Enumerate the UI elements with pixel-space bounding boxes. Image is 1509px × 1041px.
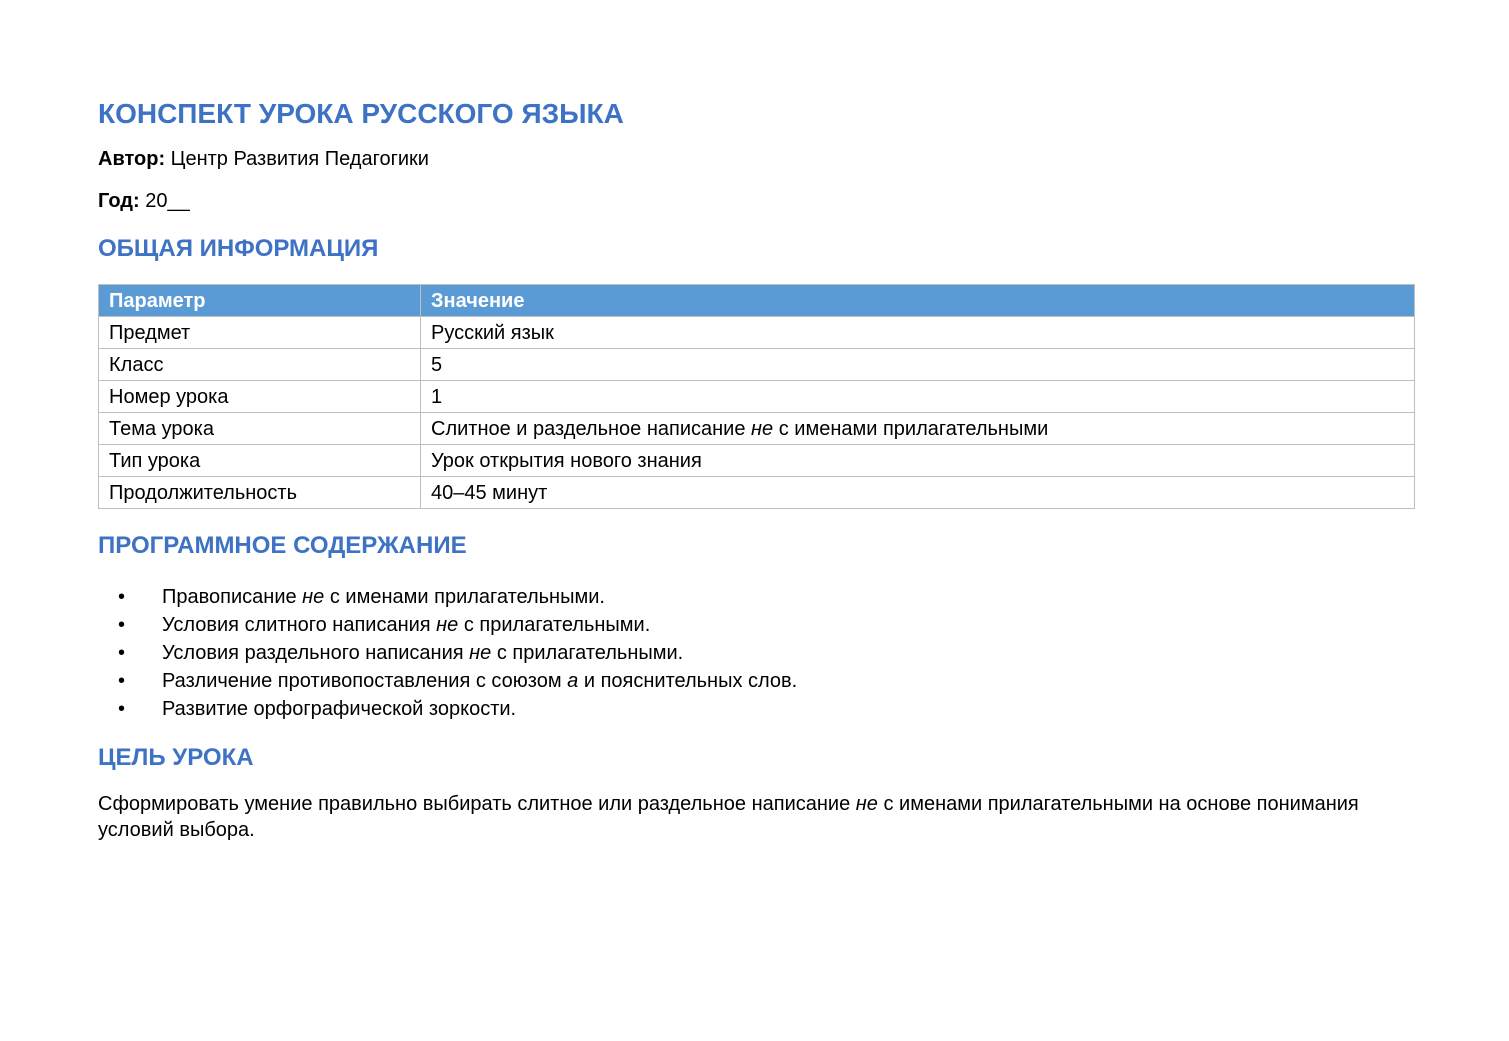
- program-content-list: [98, 583, 1411, 723]
- bullet-marker: •: [118, 670, 126, 692]
- document-title: КОНСПЕКТ УРОКА РУССКОГО ЯЗЫКА: [98, 98, 624, 129]
- lesson-goal-text: [98, 791, 1398, 843]
- author-label: Автор:: [98, 148, 166, 170]
- goal-emphasis: не: [855, 793, 878, 815]
- item-text: Развитие орфографической зоркости.: [162, 698, 517, 720]
- value-cell: 1: [421, 381, 1415, 413]
- list-item: [98, 583, 1411, 611]
- value-cell: [421, 413, 1415, 445]
- table-row: [99, 477, 1415, 509]
- item-emphasis: а: [567, 670, 579, 692]
- author-value: Центр Развития Педагогики: [170, 148, 429, 170]
- param-cell: Номер урока: [99, 381, 421, 413]
- table-row: [99, 413, 1415, 445]
- item-emphasis: не: [302, 586, 325, 608]
- bullet-marker: •: [118, 698, 126, 720]
- param-cell: Тип урока: [99, 445, 421, 477]
- list-item: [98, 667, 1411, 695]
- list-item: [98, 611, 1411, 639]
- program-content-heading: ПРОГРАММНОЕ СОДЕРЖАНИЕ: [98, 532, 467, 559]
- author-line: [98, 146, 1411, 172]
- table-header-row: [99, 285, 1415, 317]
- value-cell: 5: [421, 349, 1415, 381]
- item-text: с прилагательными.: [491, 642, 684, 664]
- item-text: с прилагательными.: [458, 614, 651, 636]
- param-cell: Класс: [99, 349, 421, 381]
- value-emphasis: не: [751, 417, 774, 440]
- list-item: [98, 695, 1411, 723]
- bullet-marker: •: [118, 642, 126, 664]
- bullet-marker: •: [118, 614, 126, 636]
- value-text: с именами прилагательными: [773, 417, 1049, 440]
- item-text: Условия раздельного написания: [162, 642, 470, 664]
- item-text: с именами прилагательными.: [324, 586, 605, 608]
- list-item: [98, 639, 1411, 667]
- column-header-value: Значение: [421, 285, 1415, 317]
- value-text: Слитное и раздельное написание: [431, 417, 752, 440]
- general-info-heading: ОБЩАЯ ИНФОРМАЦИЯ: [98, 235, 379, 262]
- year-label: Год:: [98, 190, 140, 212]
- column-header-parameter: Параметр: [99, 285, 421, 317]
- goal-text-part: с именами прилагательными на основе понимания условий выбора.: [98, 793, 1359, 841]
- year-value: 20__: [145, 190, 190, 212]
- item-emphasis: не: [436, 614, 459, 636]
- year-line: [98, 188, 1411, 214]
- value-cell: Урок открытия нового знания: [421, 445, 1415, 477]
- item-text: Условия слитного написания: [162, 614, 437, 636]
- lesson-goal-heading: ЦЕЛЬ УРОКА: [98, 744, 254, 771]
- item-text: Правописание: [162, 586, 303, 608]
- param-cell: Продолжительность: [99, 477, 421, 509]
- item-text: и пояснительных слов.: [578, 670, 798, 692]
- table-row: [99, 381, 1415, 413]
- param-cell: Предмет: [99, 317, 421, 349]
- bullet-marker: •: [118, 586, 126, 608]
- general-info-table: [98, 284, 1415, 509]
- table-row: [99, 445, 1415, 477]
- value-cell: Русский язык: [421, 317, 1415, 349]
- table-row: [99, 349, 1415, 381]
- value-cell: 40–45 минут: [421, 477, 1415, 509]
- table-row: [99, 317, 1415, 349]
- param-cell: Тема урока: [99, 413, 421, 445]
- item-emphasis: не: [469, 642, 492, 664]
- goal-text-part: Сформировать умение правильно выбирать слитное или раздельное написание: [98, 793, 856, 815]
- item-text: Различение противопоставления с союзом: [162, 670, 568, 692]
